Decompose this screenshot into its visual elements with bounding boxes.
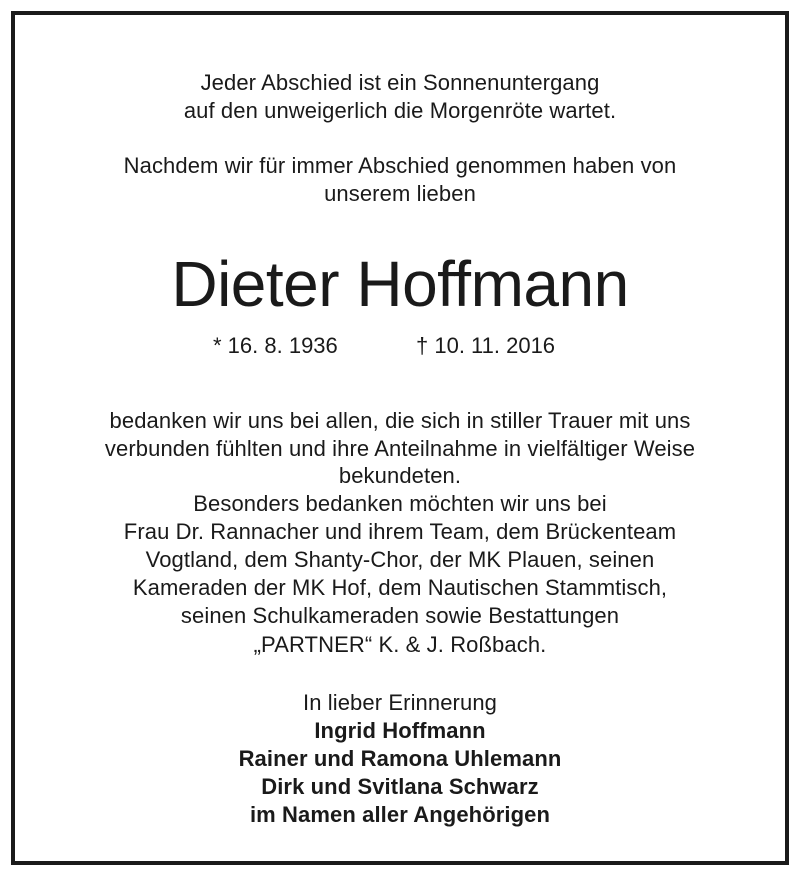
body-line-2: verbunden fühlten und ihre Anteilnahme in vielfältiger Weise xyxy=(104,436,696,461)
body-line-9: „PARTNER“ K. & J. Roßbach. xyxy=(253,632,547,657)
signatory-1: Ingrid Hoffmann xyxy=(314,718,486,743)
body-line-4: Besonders bedanken möchten wir uns bei xyxy=(193,491,607,516)
motto-line-1: Jeder Abschied ist ein Sonnenuntergang xyxy=(200,70,600,95)
intro-line-1: Nachdem wir für immer Abschied genommen haben von xyxy=(123,153,677,178)
body-line-7: Kameraden der MK Hof, dem Nautischen Stammtisch, xyxy=(132,575,668,600)
signatory-2: Rainer und Ramona Uhlemann xyxy=(238,746,562,771)
closing-line: In lieber Erinnerung xyxy=(302,690,497,715)
signatory-3: Dirk und Svitlana Schwarz xyxy=(261,774,539,799)
death-date: † 10. 11. 2016 xyxy=(416,333,556,358)
deceased-name: Dieter Hoffmann xyxy=(171,248,629,320)
body-line-5: Frau Dr. Rannacher und ihrem Team, dem Brückenteam xyxy=(123,519,677,544)
signatory-4: im Namen aller Angehörigen xyxy=(249,802,551,827)
body-line-1: bedanken wir uns bei allen, die sich in stiller Trauer mit uns xyxy=(109,408,691,433)
body-line-6: Vogtland, dem Shanty-Chor, der MK Plauen, seinen xyxy=(145,547,655,572)
body-line-3: bekundeten. xyxy=(338,463,462,488)
birth-date: * 16. 8. 1936 xyxy=(213,333,338,358)
motto-line-2: auf den unweigerlich die Morgenröte wartet. xyxy=(183,98,617,123)
body-line-8: seinen Schulkameraden sowie Bestattungen xyxy=(180,603,620,628)
intro-line-2: unserem lieben xyxy=(324,181,476,206)
